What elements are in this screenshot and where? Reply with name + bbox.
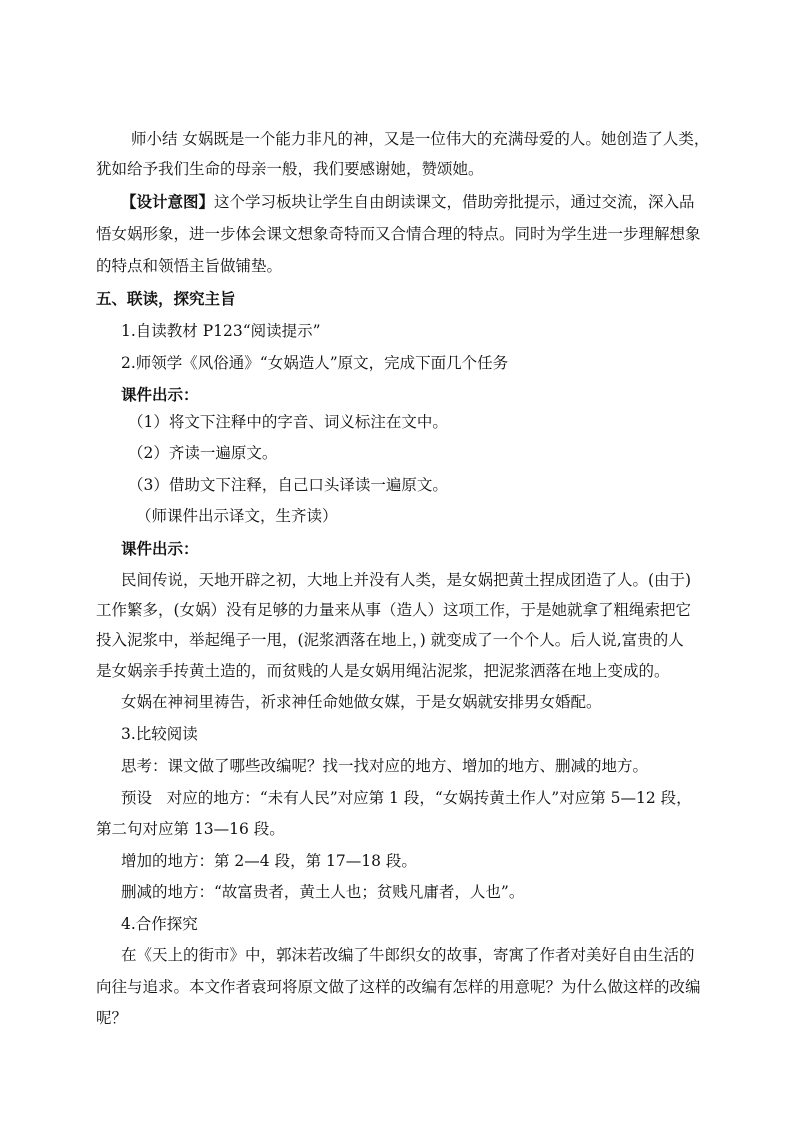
subheading: 课件出示： [121,540,199,558]
task-item: （3）借助文下注释，自己口头译读一遍原文。 [128,476,448,494]
list-item: 1.自读教材 P123“阅读提示” [121,322,321,340]
section-heading: 五、联读，探究主旨 [96,290,236,308]
paragraph-line: 第二句对应第 13—16 段。 [96,820,285,838]
note-line: （师课件出示译文，生齐读） [136,507,338,525]
design-intent-line [121,190,695,214]
paragraph-line: 悟女娲形象，进一步体会课文想象奇特而又合情合理的特点。同时为学生进一步理解想象 [96,225,701,243]
paragraph-line: 的特点和领悟主旨做铺垫。 [96,257,283,275]
paragraph-line: 工作繁多，(女娲）没有足够的力量来从事（造人）这项工作，于是她就拿了粗绳索把它 [96,601,692,619]
paragraph-line: 是女娲亲手抟黄土造的，而贫贱的人是女娲用绳沾泥浆，把泥浆洒落在地上变成的。 [96,662,670,680]
paragraph-line: 投入泥浆中，举起绳子一甩，(泥浆洒落在地上，) 就变成了一个个人。后人说,富贵的人 [96,631,684,649]
list-item: 4.合作探究 [121,915,198,933]
paragraph-line: 呢？ [96,1009,128,1027]
paragraph-line: 民间传说，天地开辟之初，大地上并没有人类，是女娲把黄土捏成团造了人。(由于) [121,571,692,589]
design-intent-label: 【设计意图】 [121,193,215,211]
paragraph-line: 犹如给予我们生命的母亲一般，我们要感谢她，赞颂她。 [96,160,484,178]
paragraph-line: 删减的地方：“故富贵者，黄土人也；贫贱凡庸者，人也”。 [121,883,525,901]
task-item: （2）齐读一遍原文。 [128,444,278,462]
list-item: 3.比较阅读 [121,725,198,743]
design-intent-text: 这个学习板块让学生自由朗读课文，借助旁批提示，通过交流，深入品 [214,193,695,211]
subheading: 课件出示： [121,386,199,404]
paragraph-line: 在《天上的街市》中，郭沫若改编了牛郎织女的故事，寄寓了作者对美好自由生活的 [121,946,695,964]
paragraph-line: 向往与追求。本文作者袁珂将原文做了这样的改编有怎样的用意呢？为什么做这样的改编 [96,978,701,996]
paragraph-line: 思考：课文做了哪些改编呢？找一找对应的地方、增加的地方、删减的地方。 [121,757,649,775]
list-item: 2.师领学《风俗通》“女娲造人”原文，完成下面几个任务 [121,354,509,372]
paragraph-line: 预设 对应的地方：“未有人民”对应第 1 段，“女娲抟黄土作人”对应第 5—12 段， [121,789,692,807]
paragraph-line: 增加的地方：第 2—4 段，第 17—18 段。 [121,852,417,870]
task-item: （1）将文下注释中的字音、词义标注在文中。 [128,413,448,431]
paragraph-line: 女娲在神祠里祷告，祈求神任命她做女媒，于是女娲就安排男女婚配。 [121,693,602,711]
paragraph-line: 师小结 女娲既是一个能力非凡的神，又是一位伟大的充满母爱的人。她创造了人类， [131,130,710,148]
